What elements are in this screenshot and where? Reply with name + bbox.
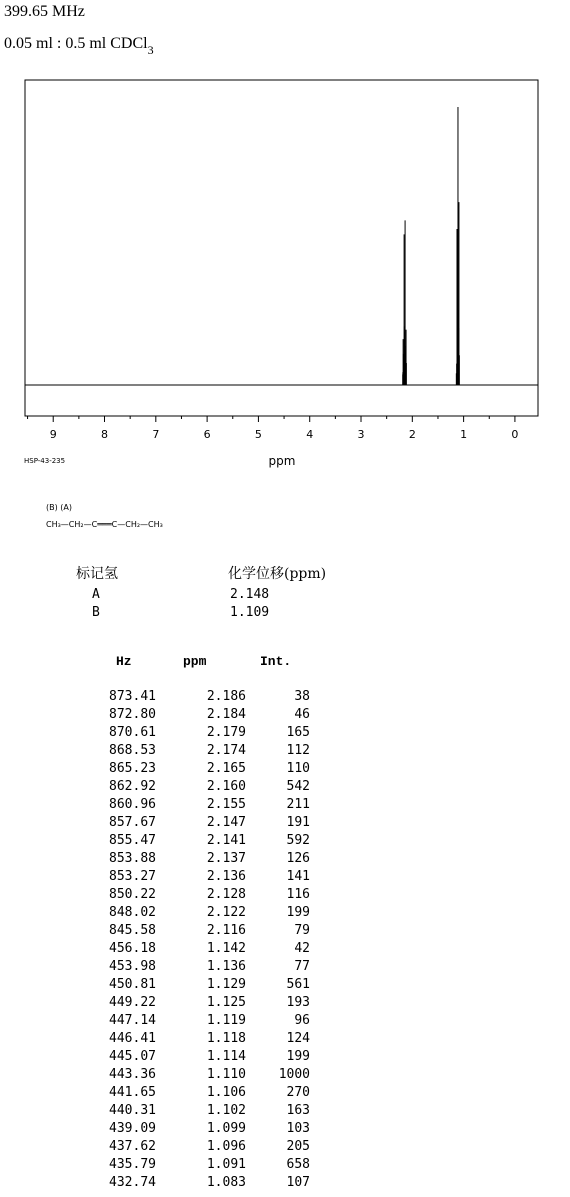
ppm-cell: 2.128 [206, 887, 246, 902]
ppm-cell: 2.174 [206, 743, 246, 758]
hz-cell: 440.31 [109, 1103, 156, 1118]
ppm-cell: 1.110 [206, 1067, 246, 1082]
table-row [92, 1048, 322, 1066]
x-tick-label: 4 [306, 428, 314, 441]
hz-cell: 432.74 [109, 1175, 156, 1190]
peak-table-header-hz: Hz [116, 654, 132, 669]
table-row [92, 832, 322, 850]
hz-cell: 450.81 [109, 977, 156, 992]
sample-subscript: 3 [147, 43, 154, 57]
table-row [92, 724, 322, 742]
ppm-cell: 1.125 [206, 995, 246, 1010]
spectrum-code: HSP-43-235 [24, 457, 66, 465]
ppm-cell: 1.102 [206, 1103, 246, 1118]
assignment-row-a-shift: 2.148 [230, 587, 270, 602]
hz-cell: 853.88 [109, 851, 156, 866]
ppm-cell: 2.179 [206, 725, 246, 740]
int-cell: 561 [286, 977, 310, 992]
table-row [92, 1012, 322, 1030]
int-cell: 270 [286, 1085, 310, 1100]
nmr-spectrum-chart [0, 0, 570, 480]
hz-cell: 870.61 [109, 725, 156, 740]
ppm-cell: 1.114 [206, 1049, 246, 1064]
hz-cell: 872.80 [109, 707, 156, 722]
table-row [92, 814, 322, 832]
x-tick-label: 9 [49, 428, 57, 441]
hz-cell: 439.09 [109, 1121, 156, 1136]
assignment-row-b-label: B [92, 605, 100, 620]
int-cell: 46 [294, 707, 310, 722]
table-row [92, 778, 322, 796]
sample-text: 0.05 ml : 0.5 ml CDCl [4, 35, 148, 52]
assignment-header-label: 标记氢 [76, 566, 118, 582]
assignment-row-a-label: A [92, 587, 100, 602]
hz-cell: 850.22 [109, 887, 156, 902]
table-row [92, 1120, 322, 1138]
table-row [92, 850, 322, 868]
structure-hydrogen-labels: (B) (A) [46, 503, 72, 512]
x-tick-label: 3 [357, 428, 365, 441]
assignment-row-b-shift: 1.109 [230, 605, 270, 620]
ppm-cell: 2.160 [206, 779, 246, 794]
table-row [92, 760, 322, 778]
int-cell: 96 [294, 1013, 310, 1028]
int-cell: 1000 [278, 1067, 310, 1082]
int-cell: 107 [286, 1175, 310, 1190]
table-row [92, 1030, 322, 1048]
int-cell: 199 [286, 905, 310, 920]
peak-table [92, 688, 322, 1192]
int-cell: 193 [286, 995, 310, 1010]
int-cell: 79 [294, 923, 310, 938]
ppm-cell: 2.137 [206, 851, 246, 866]
table-row [92, 940, 322, 958]
hz-cell: 437.62 [109, 1139, 156, 1154]
int-cell: 116 [286, 887, 310, 902]
table-row [92, 688, 322, 706]
x-tick-label: 1 [460, 428, 468, 441]
x-tick-label: 8 [101, 428, 109, 441]
hz-cell: 446.41 [109, 1031, 156, 1046]
ppm-cell: 1.106 [206, 1085, 246, 1100]
int-cell: 592 [286, 833, 310, 848]
ppm-cell: 1.118 [206, 1031, 246, 1046]
table-row [92, 742, 322, 760]
ppm-cell: 2.155 [206, 797, 246, 812]
ppm-cell: 2.136 [206, 869, 246, 884]
ppm-cell: 2.122 [206, 905, 246, 920]
int-cell: 199 [286, 1049, 310, 1064]
hz-cell: 873.41 [109, 689, 156, 704]
table-row [92, 958, 322, 976]
ppm-cell: 2.186 [206, 689, 246, 704]
hz-cell: 857.67 [109, 815, 156, 830]
table-row [92, 1066, 322, 1084]
int-cell: 103 [286, 1121, 310, 1136]
table-row [92, 904, 322, 922]
ppm-cell: 1.099 [206, 1121, 246, 1136]
int-cell: 112 [286, 743, 310, 758]
assignment-header-shift: 化学位移(ppm) [228, 566, 327, 582]
int-cell: 124 [286, 1031, 310, 1046]
hz-cell: 845.58 [109, 923, 156, 938]
structure-formula: CH₃—CH₂—C═══C—CH₂—CH₃ [46, 520, 163, 529]
hz-cell: 865.23 [109, 761, 156, 776]
hz-cell: 453.98 [109, 959, 156, 974]
x-axis-label: ppm [268, 454, 296, 468]
table-row [92, 1156, 322, 1174]
int-cell: 542 [286, 779, 310, 794]
table-row [92, 706, 322, 724]
table-row [92, 994, 322, 1012]
ppm-cell: 1.083 [206, 1175, 246, 1190]
ppm-cell: 1.091 [206, 1157, 246, 1172]
ppm-cell: 1.119 [206, 1013, 246, 1028]
table-row [92, 1174, 322, 1192]
x-tick-label: 0 [511, 428, 519, 441]
int-cell: 38 [294, 689, 310, 704]
table-row [92, 886, 322, 904]
int-cell: 141 [286, 869, 310, 884]
ppm-cell: 1.142 [206, 941, 246, 956]
int-cell: 658 [286, 1157, 310, 1172]
x-tick-label: 7 [152, 428, 160, 441]
ppm-cell: 1.129 [206, 977, 246, 992]
ppm-cell: 2.141 [206, 833, 246, 848]
int-cell: 191 [286, 815, 310, 830]
hz-cell: 445.07 [109, 1049, 156, 1064]
peak-table-header-int: Int. [260, 654, 292, 669]
hz-cell: 435.79 [109, 1157, 156, 1172]
int-cell: 77 [294, 959, 310, 974]
peak-lines [403, 107, 460, 385]
hz-cell: 848.02 [109, 905, 156, 920]
table-row [92, 1138, 322, 1156]
x-axis-ticks [28, 416, 519, 441]
table-row [92, 1102, 322, 1120]
int-cell: 211 [286, 797, 310, 812]
table-row [92, 868, 322, 886]
ppm-cell: 2.116 [206, 923, 246, 938]
plot-frame [25, 80, 538, 416]
int-cell: 126 [286, 851, 310, 866]
hz-cell: 868.53 [109, 743, 156, 758]
table-row [92, 1084, 322, 1102]
x-tick-label: 2 [408, 428, 416, 441]
hz-cell: 456.18 [109, 941, 156, 956]
int-cell: 42 [294, 941, 310, 956]
ppm-cell: 2.165 [206, 761, 246, 776]
table-row [92, 922, 322, 940]
table-row [92, 976, 322, 994]
hz-cell: 447.14 [109, 1013, 156, 1028]
peak-table-header-ppm: ppm [183, 654, 207, 669]
hz-cell: 853.27 [109, 869, 156, 884]
ppm-cell: 1.136 [206, 959, 246, 974]
hz-cell: 441.65 [109, 1085, 156, 1100]
table-row [92, 796, 322, 814]
x-tick-label: 6 [203, 428, 211, 441]
hz-cell: 860.96 [109, 797, 156, 812]
hz-cell: 855.47 [109, 833, 156, 848]
hz-cell: 449.22 [109, 995, 156, 1010]
ppm-cell: 1.096 [206, 1139, 246, 1154]
hz-cell: 443.36 [109, 1067, 156, 1082]
hz-cell: 862.92 [109, 779, 156, 794]
int-cell: 163 [286, 1103, 310, 1118]
int-cell: 165 [286, 725, 310, 740]
ppm-cell: 2.147 [206, 815, 246, 830]
int-cell: 205 [286, 1139, 310, 1154]
x-tick-label: 5 [254, 428, 262, 441]
spectrometer-frequency: 399.65 MHz [4, 3, 85, 20]
int-cell: 110 [286, 761, 310, 776]
ppm-cell: 2.184 [206, 707, 246, 722]
